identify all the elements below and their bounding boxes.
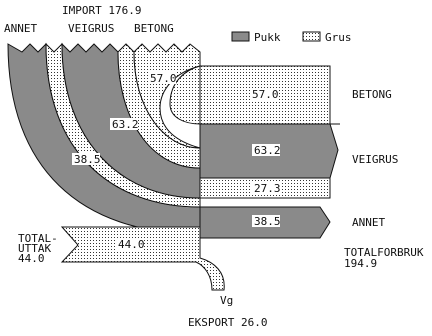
legend-swatch-grus — [303, 32, 320, 41]
source-label-veigrus: VEIGRUS — [68, 22, 115, 35]
value-annet-out-pukk: 38.5 — [254, 215, 281, 228]
left-label-line2: UTTAK — [18, 242, 52, 255]
output-label-annet: ANNET — [352, 216, 386, 229]
value-betong-out-grus: 57.0 — [252, 88, 279, 101]
value-veigrus-out-grus: 27.3 — [254, 182, 281, 195]
legend-swatch-pukk — [232, 32, 249, 41]
legend-label-pukk: Pukk — [254, 31, 281, 44]
value-betong-grus: 57.0 — [150, 72, 177, 85]
value-veigrus-grus: 63.2 — [112, 118, 139, 131]
value-totaluttak-grus: 44.0 — [118, 238, 145, 251]
import-title: IMPORT 176.9 — [62, 4, 142, 17]
value-annet-pukk: 38.5 — [74, 153, 101, 166]
flow-totaluttak-grus — [62, 227, 224, 290]
output-label-betong: BETONG — [352, 88, 392, 101]
right-label-line1: TOTALFORBRUK — [344, 246, 424, 259]
legend-label-grus: Grus — [325, 31, 352, 44]
left-label-line1: TOTAL- — [18, 232, 58, 245]
export-label: EKSPORT 26.0 — [188, 316, 268, 329]
source-label-annet: ANNET — [4, 22, 38, 35]
legend — [232, 31, 352, 44]
right-label-line2: 194.9 — [344, 257, 378, 270]
value-veigrus-out-pukk: 63.2 — [254, 144, 281, 157]
source-label-betong: BETONG — [134, 22, 174, 35]
left-label-line3: 44.0 — [18, 252, 45, 265]
output-label-veigrus: VEIGRUS — [352, 153, 399, 166]
export-small-label: Vg — [220, 294, 234, 307]
